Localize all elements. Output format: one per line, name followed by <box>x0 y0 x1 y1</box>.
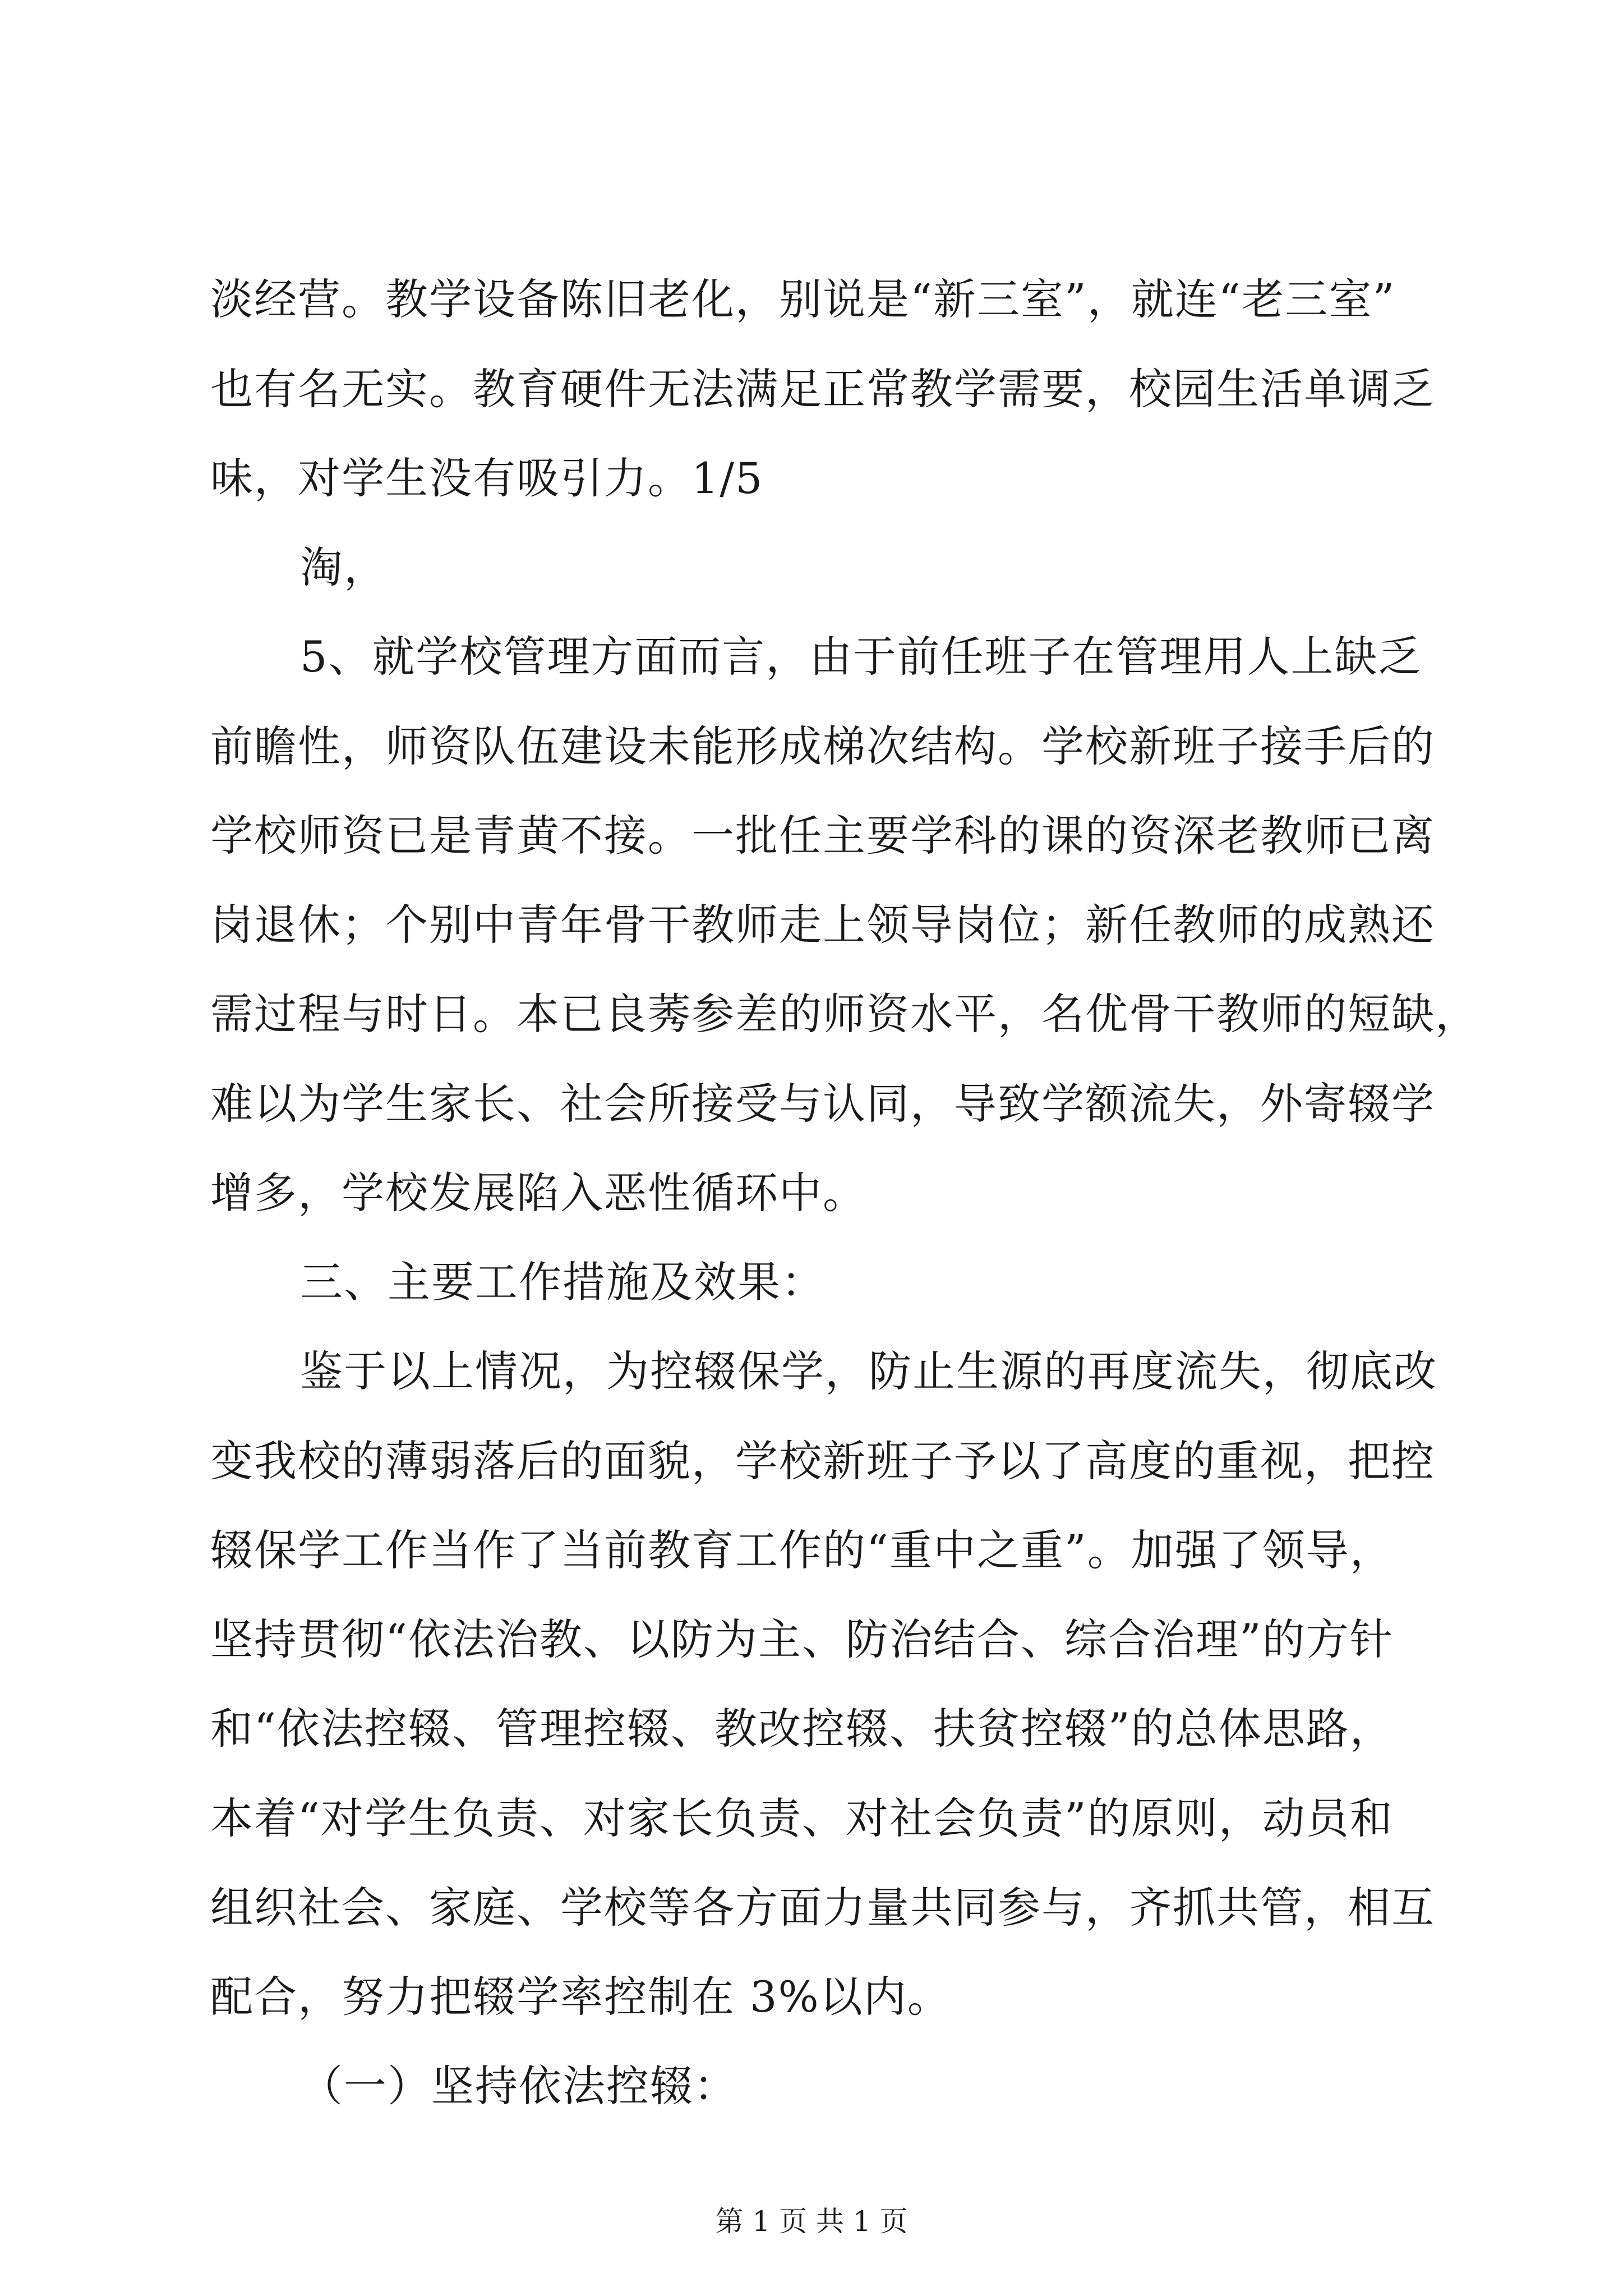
page-footer: 第 1 页 共 1 页 <box>715 2205 908 2238</box>
body-line-15: 辍保学工作当作了当前教育工作的“重中之重”。加强了领导， <box>210 1525 1394 1575</box>
body-line-17: 和“依法控辍、管理控辍、教改控辍、扶贫控辍”的总体思路， <box>210 1704 1394 1754</box>
body-line-18: 本着“对学生负责、对家长负责、对社会负责”的原则，动员和 <box>210 1793 1394 1843</box>
section-heading-3: 三、主要工作措施及效果： <box>300 1257 825 1307</box>
body-line-11: 增多，学校发展陷入恶性循环中。 <box>210 1168 866 1218</box>
body-line-10: 难以为学生家长、社会所接受与认同，导致学额流失，外寄辍学 <box>210 1079 1435 1129</box>
body-line-13: 鉴于以上情况，为控辍保学，防止生源的再度流失，彻底改 <box>300 1346 1437 1396</box>
body-line-7: 学校师资已是青黄不接。一批任主要学科的课的资深老教师已离 <box>210 811 1435 861</box>
body-line-9: 需过程与时日。本已良莠参差的师资水平，名优骨干教师的短缺， <box>210 989 1479 1039</box>
body-line-1: 淡经营。教学设备陈旧老化，别说是“新三室”，就连“老三室” <box>210 274 1396 324</box>
body-line-4: 淘， <box>300 542 388 592</box>
body-line-5: 5、就学校管理方面而言，由于前任班子在管理用人上缺乏 <box>300 632 1422 682</box>
body-line-6: 前瞻性，师资队伍建设未能形成梯次结构。学校新班子接手后的 <box>210 721 1435 771</box>
body-line-20: 配合，努力把辍学率控制在 3%以内。 <box>210 1972 951 2022</box>
body-line-3: 味，对学生没有吸引力。1/5 <box>210 453 764 503</box>
body-line-14: 变我校的薄弱落后的面貌，学校新班子予以了高度的重视，把控 <box>210 1436 1435 1486</box>
body-line-8: 岗退休；个别中青年骨干教师走上领导岗位；新任教师的成熟还 <box>210 900 1435 950</box>
body-line-2: 也有名无实。教育硬件无法满足正常教学需要，校园生活单调乏 <box>210 364 1435 414</box>
body-line-19: 组织社会、家庭、学校等各方面力量共同参与，齐抓共管，相互 <box>210 1883 1435 1932</box>
subsection-heading-1: （一）坚持依法控辍： <box>300 2061 737 2111</box>
body-line-16: 坚持贯彻“依法治教、以防为主、防治结合、综合治理”的方针 <box>210 1614 1394 1664</box>
